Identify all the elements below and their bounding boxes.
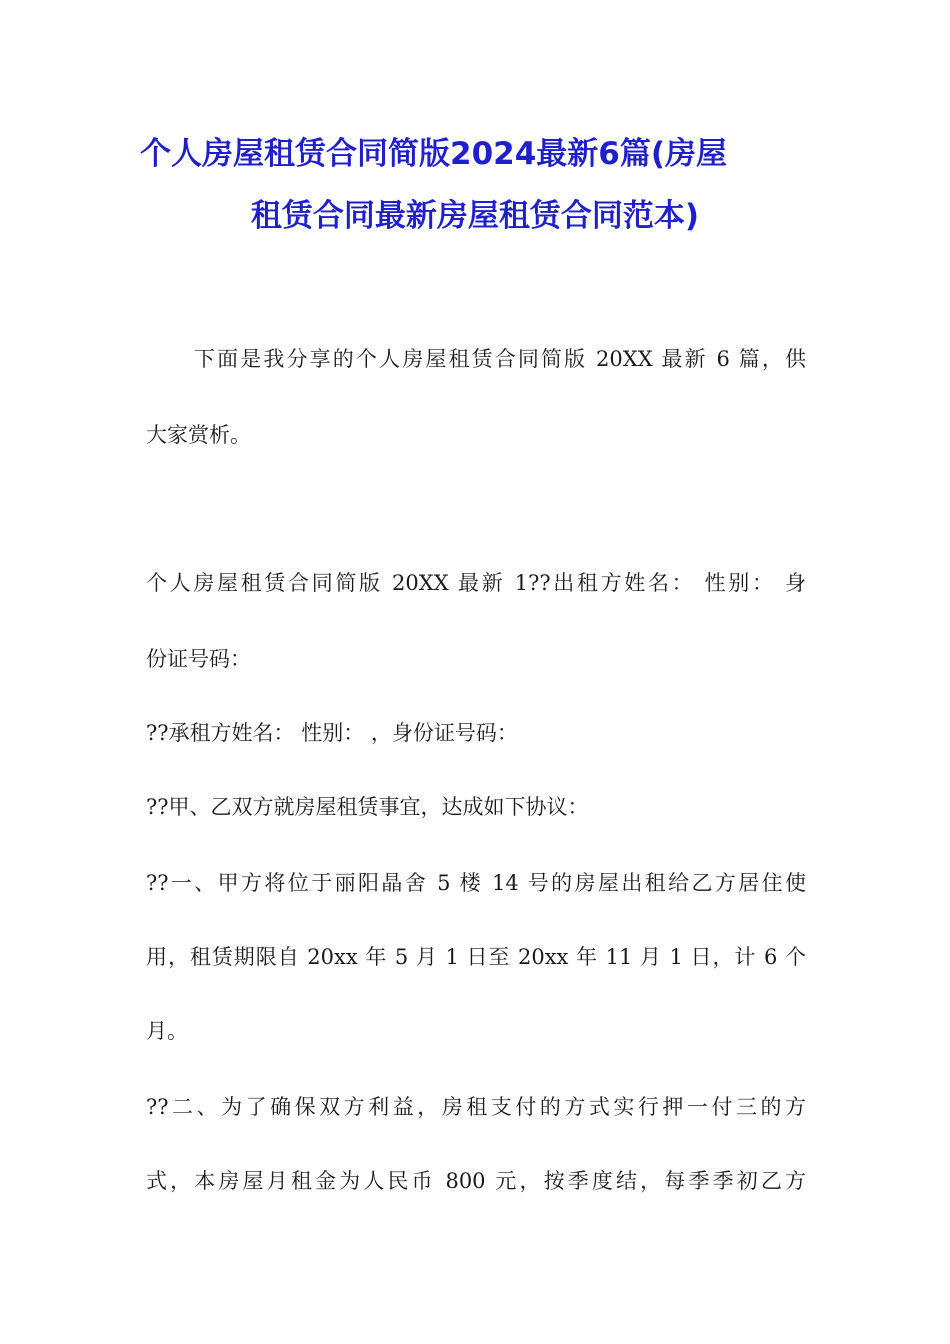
- contract-header-line-1: 个人房屋租赁合同简版 20XX 最新 1??出租方姓名： 性别： 身: [146, 571, 806, 595]
- clause-1-line-2: 用，租赁期限自 20xx 年 5 月 1 日至 20xx 年 11 月 1 日，计 6 个: [146, 945, 806, 969]
- document-title-line-2: 租赁合同最新房屋租赁合同范本): [250, 198, 700, 234]
- clause-1-line-1: ??一、甲方将位于丽阳晶舍 5 楼 14 号的房屋出租给乙方居住使: [146, 871, 806, 895]
- clause-1-line-3: 月。: [146, 1019, 188, 1043]
- clause-2-line-2: 式，本房屋月租金为人民币 800 元，按季度结，每季季初乙方: [146, 1169, 806, 1193]
- clause-2-line-1: ??二、为了确保双方利益，房租支付的方式实行押一付三的方: [146, 1095, 806, 1119]
- lessee-line: ??承租方姓名： 性别： ，身份证号码：: [146, 721, 518, 745]
- agreement-line: ??甲、乙双方就房屋租赁事宜，达成如下协议：: [146, 795, 589, 819]
- intro-line-2: 大家赏析。: [146, 423, 251, 447]
- contract-header-line-2: 份证号码：: [146, 647, 251, 671]
- document-title-line-1: 个人房屋租赁合同简版2024最新6篇(房屋: [140, 136, 728, 172]
- intro-line-1: 下面是我分享的个人房屋租赁合同简版 20XX 最新 6 篇，供: [194, 347, 806, 371]
